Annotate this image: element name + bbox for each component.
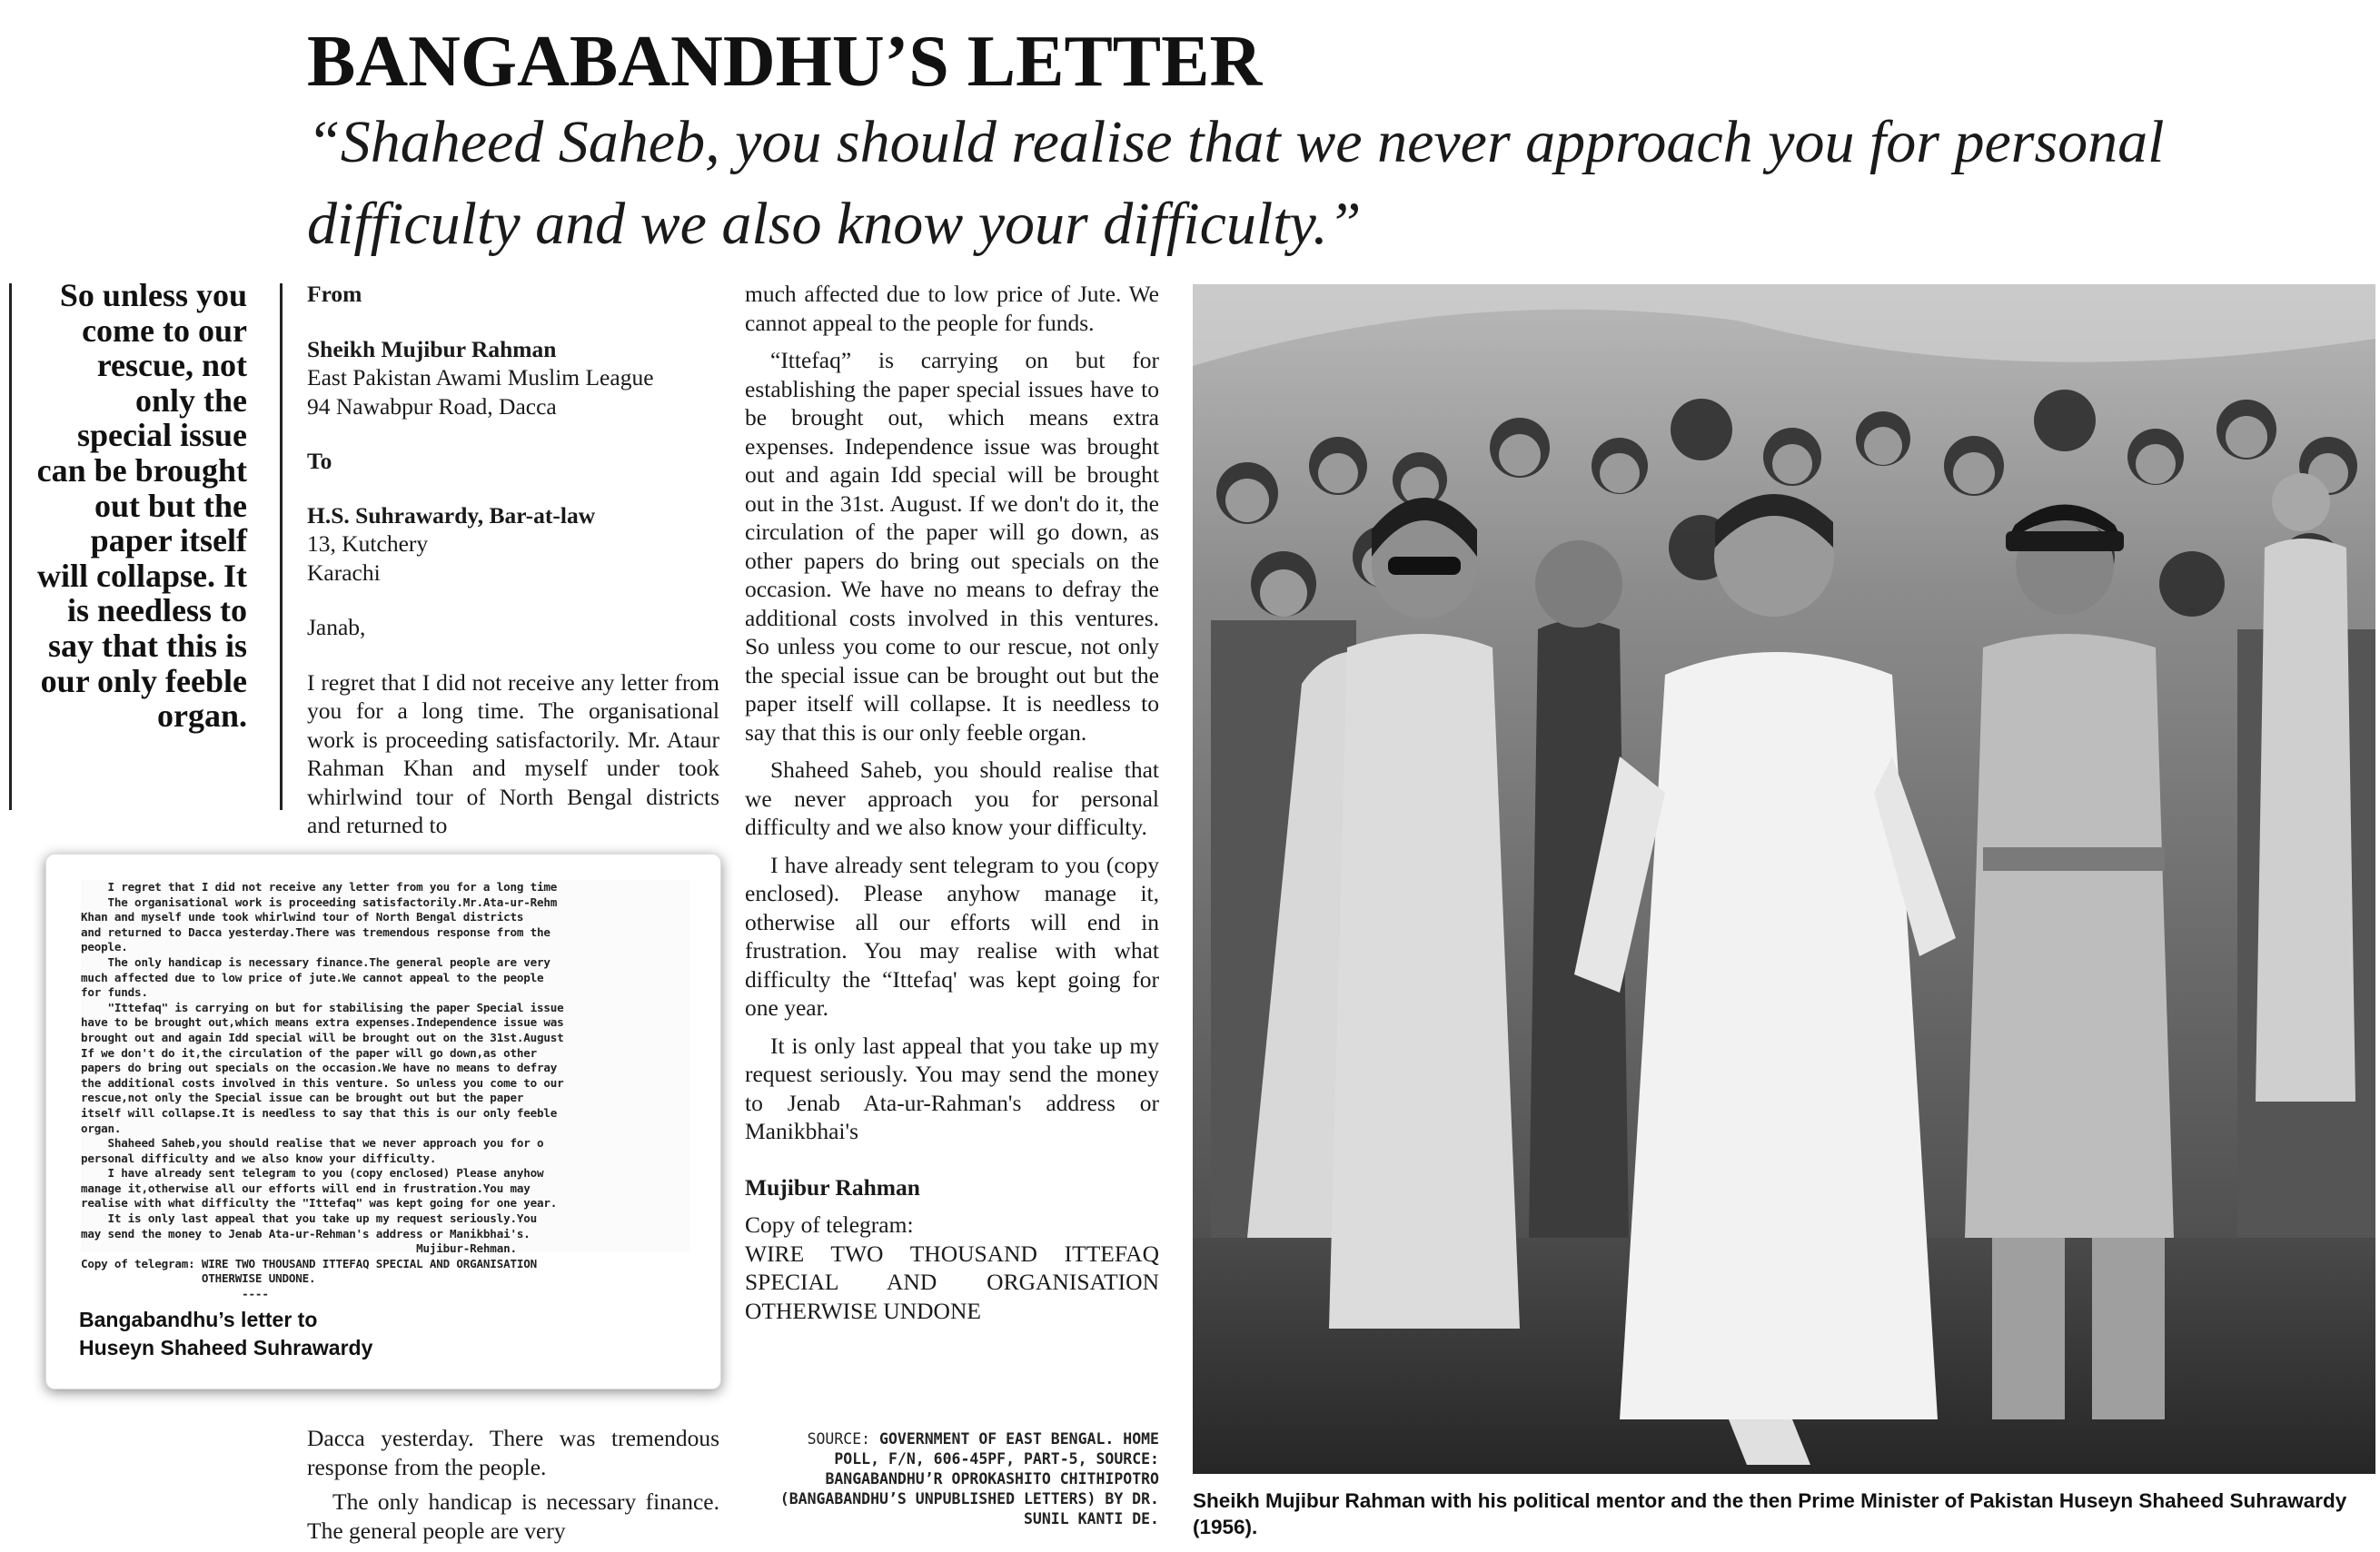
historic-photo (1193, 284, 2375, 1474)
scan-caption-line-2: Huseyn Shaheed Suhrawardy (79, 1336, 373, 1359)
scan-line: brought out and again Idd special will be brought out on the 31st.August (81, 1030, 564, 1044)
scanned-letter-card (45, 854, 721, 1389)
from-label: From (307, 281, 362, 307)
scan-line: realise with what difficulty the "Ittefaq" was kept going for one year. (81, 1196, 558, 1211)
scan-line: ---- (81, 1287, 269, 1301)
letter-paragraph-1-continued: Dacca yesterday. There was tremendous response from the people. (307, 1425, 719, 1480)
scan-line: I regret that I did not receive any letter from you for a long time (81, 880, 558, 894)
scan-line: the additional costs involved in this venture. So unless you come to our (81, 1075, 564, 1090)
left-rule (9, 283, 12, 810)
letter-paragraph-1: I regret that I did not receive any letter from you for a long time. The organisational work is proceeding satisfactorily. Mr. Ataur Rahman Khan and myself under took whirlwind tour of North Bengal districts and returned to (307, 668, 719, 838)
letter-paragraph-3: “Ittefaq” is carrying on but for establishing the paper special issues have to be brought out, which means extra expenses. Independence issue was brought out and again Idd special will be brought out in the 31st. August. If we don't do it, the circulation of the paper will go down, as other papers do bring out specials on the occasion. We have no means to defray the additional costs involved in this ventures. So unless you come to our rescue, not only the special issue can be brought out but the paper itself will collapse. It is needless to say that this is our only feeble organ. (745, 347, 1159, 746)
scan-line: personal difficulty and we also know your difficulty. (81, 1151, 437, 1165)
scan-line: Mujibur-Rehman. (81, 1241, 517, 1256)
to-name: H.S. Suhrawardy, Bar-at-law (307, 501, 596, 529)
scan-line: The only handicap is necessary finance.The general people are very (81, 954, 550, 969)
subhead-quote: “Shaheed Saheb, you should realise that we never approach you for personal difficulty and we also know your difficulty.” (307, 109, 2165, 257)
to-address-line-1: 13, Kutchery (307, 530, 429, 557)
from-name: Sheikh Mujibur Rahman (307, 335, 557, 362)
telegram-text: WIRE TWO THOUSAND ITTEFAQ SPECIAL AND ORGANISATION OTHERWISE UNDONE (745, 1240, 1159, 1324)
letter-paragraph-4: Shaheed Saheb, you should realise that we never approach you for personal difficulty and we also know your difficulty. (745, 756, 1159, 840)
scan-line: rescue,not only the Special issue can be brought out but the paper (81, 1091, 524, 1105)
scan-line: manage it,otherwise all our efforts will end in frustration.You may (81, 1181, 531, 1195)
photo-illustration (1193, 284, 2375, 1474)
pull-quote: So unless you come to our rescue, not only the special issue can be brought out but the paper itself will collapse. It is needless to say that this is our only feeble organ. (36, 277, 247, 735)
photo-caption: Sheikh Mujibur Rahman with his political mentor and the then Prime Minister of Pakistan Huseyn Shaheed Suhrawardy (1956). (1193, 1489, 2347, 1538)
scan-line: have to be brought out,which means extra expenses.Independence issue was (81, 1015, 564, 1030)
scan-line: may send the money to Jenab Ata-ur-Rehman's address or Manikbhai's. (81, 1226, 531, 1241)
letter-column-1-continued (307, 1424, 719, 1545)
scan-caption (79, 1306, 679, 1362)
from-org: East Pakistan Awami Muslim League (307, 364, 654, 390)
letter-paragraph-2: The only handicap is necessary finance. The general people are very (307, 1488, 719, 1544)
scan-line: people. (81, 940, 128, 954)
to-label: To (307, 448, 332, 474)
headline: BANGABANDHU’S LETTER (307, 22, 1263, 102)
letter-column-2 (745, 280, 1159, 1325)
scan-line: papers do bring out specials on the occasion.We have no means to defray (81, 1061, 558, 1075)
scan-line: itself will collapse.It is needless to say that this is our only feeble (81, 1105, 558, 1120)
scanned-letter-image (81, 880, 689, 1301)
source-label: SOURCE: (807, 1430, 871, 1448)
letter-paragraph-2-continued: much affected due to low price of Jute. We cannot appeal to the people for funds. (745, 281, 1159, 336)
scan-line: "Ittefaq" is carrying on but for stabilising the paper Special issue (81, 1000, 564, 1014)
source-text: GOVERNMENT OF EAST BENGAL. HOME POLL, F/N, 606-45PF, PART-5, SOURCE: BANGABANDHU’R OPROKASHITO CHITHIPOTRO (BANGABANDHU’S UNPUBLISHED LETTERS) BY DR. SUNIL KANTI DE. (779, 1430, 1159, 1527)
scan-caption-line-1: Bangabandhu’s letter to (79, 1308, 318, 1331)
scan-line: organ. (81, 1121, 122, 1135)
scan-line: OTHERWISE UNDONE. (81, 1271, 316, 1286)
salutation: Janab, (307, 614, 366, 640)
letter-paragraph-6: It is only last appeal that you take up my request seriously. You may send the money to Jenab Ata-ur-Rahman's address or Manikbhai's (745, 1032, 1159, 1144)
letter-column-1 (307, 280, 719, 840)
from-address: 94 Nawabpur Road, Dacca (307, 392, 557, 420)
letter-paragraph-5: I have already sent telegram to you (copy enclosed). Please anyhow manage it, otherwise all our efforts will end in frustration. You may realise with what difficulty the “Ittefaq' was kept going for one year. (745, 851, 1159, 1021)
scan-line: If we don't do it,the circulation of the paper will go down,as other (81, 1045, 537, 1060)
scanned-letter-text (81, 880, 689, 1302)
column-rule (280, 283, 283, 810)
scan-line: much affected due to low price of jute.We cannot appeal to the people (81, 970, 544, 984)
scan-line: It is only last appeal that you take up my request seriously.You (81, 1211, 537, 1226)
signature: Mujibur Rahman (745, 1173, 920, 1201)
scan-line: for funds. (81, 985, 148, 1000)
telegram-label: Copy of telegram: (745, 1211, 914, 1238)
scan-line: Copy of telegram: WIRE TWO THOUSAND ITTEFAQ SPECIAL AND ORGANISATION (81, 1256, 537, 1270)
source-credit (754, 1429, 1159, 1529)
scan-line: I have already sent telegram to you (copy enclosed) Please anyhow (81, 1166, 544, 1181)
scan-line: Shaheed Saheb,you should realise that we never approach you for o (81, 1136, 544, 1151)
scan-line: The organisational work is proceeding satisfactorily.Mr.Ata-ur-Rehm (81, 895, 558, 909)
to-address-line-2: Karachi (307, 559, 381, 586)
scan-line: Khan and myself unde took whirlwind tour of North Bengal districts (81, 910, 524, 924)
scan-line: and returned to Dacca yesterday.There was tremendous response from the (81, 924, 550, 939)
